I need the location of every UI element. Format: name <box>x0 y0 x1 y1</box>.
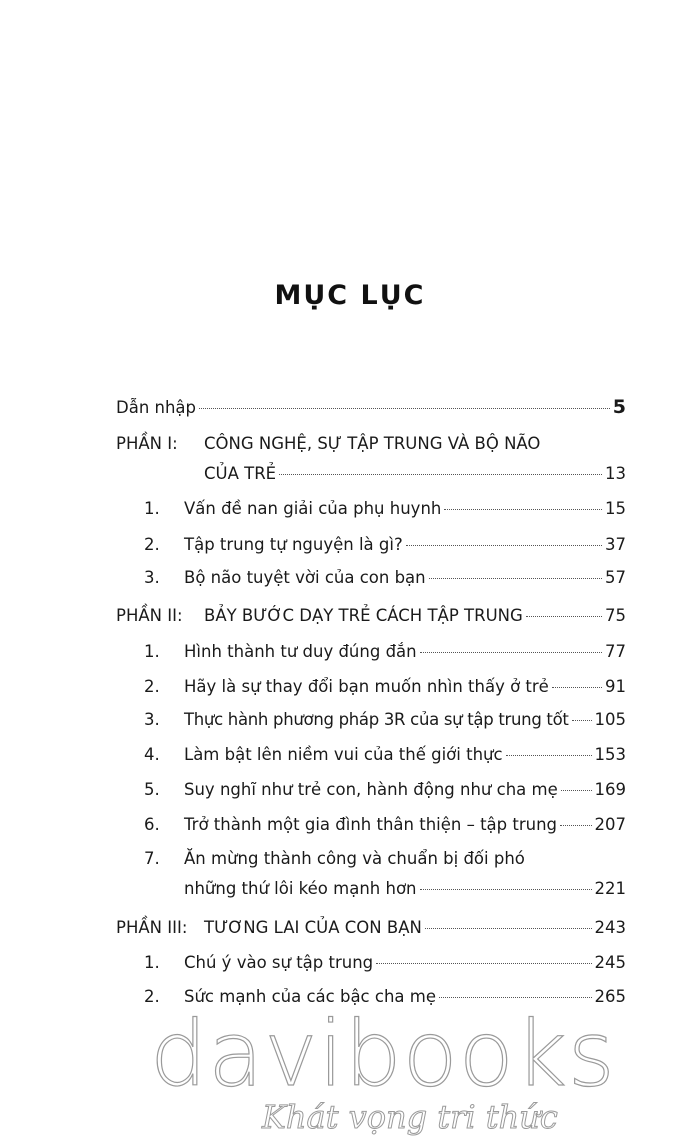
part-title: CÔNG NGHỆ, SỰ TẬP TRUNG VÀ BỘ NÃO <box>204 434 541 453</box>
dot-leader <box>561 790 592 791</box>
entry-page: 169 <box>594 780 626 799</box>
entry-number: 2. <box>144 535 160 554</box>
entry-page: 265 <box>594 987 626 1006</box>
entry-number: 6. <box>144 815 160 834</box>
dot-leader <box>429 578 602 579</box>
dot-leader <box>572 720 592 721</box>
toc-entry[interactable] <box>144 710 626 729</box>
entry-number: 4. <box>144 745 160 764</box>
entry-number: 1. <box>144 499 160 518</box>
dot-leader <box>506 755 592 756</box>
toc-entry[interactable] <box>144 849 626 868</box>
entry-label: Vấn đề nan giải của phụ huynh <box>184 499 442 518</box>
toc-entry[interactable] <box>144 677 626 696</box>
page-title: MỤC LỤC <box>274 280 426 311</box>
watermark-slogan: Khát vọng tri thức <box>262 1098 558 1136</box>
toc-entry[interactable] <box>144 535 626 554</box>
dot-leader <box>279 474 602 475</box>
toc-part-2-heading[interactable] <box>116 606 626 625</box>
entry-page: 153 <box>594 745 626 764</box>
toc-entry[interactable] <box>144 815 626 834</box>
part-title: BẢY BƯỚC DẠY TRẺ CÁCH TẬP TRUNG <box>204 606 523 625</box>
toc-entry[interactable] <box>144 953 626 972</box>
entry-number: 7. <box>144 849 160 868</box>
entry-page: 5 <box>612 396 626 418</box>
entry-number: 3. <box>144 710 160 729</box>
entry-page: 75 <box>605 606 626 625</box>
entry-page: 77 <box>605 642 626 661</box>
entry-page: 245 <box>594 953 626 972</box>
dot-leader <box>526 616 602 617</box>
entry-label: Bộ não tuyệt vời của con bạn <box>184 568 426 587</box>
dot-leader <box>439 997 592 998</box>
toc-entry[interactable] <box>144 499 626 518</box>
entry-label: Thực hành phương pháp 3R của sự tập trung tốt <box>184 710 569 729</box>
dot-leader <box>552 687 602 688</box>
entry-page: 221 <box>594 879 626 898</box>
dot-leader <box>444 509 602 510</box>
entry-page: 91 <box>605 677 626 696</box>
entry-label: Trở thành một gia đình thân thiện – tập trung <box>184 815 558 834</box>
toc-part-3-heading[interactable] <box>116 918 626 937</box>
entry-page: 207 <box>594 815 626 834</box>
entry-label: Hình thành tư duy đúng đắn <box>184 642 417 661</box>
dot-leader <box>420 889 592 890</box>
entry-number: 5. <box>144 780 160 799</box>
entry-number: 2. <box>144 987 160 1006</box>
toc-entry-cont[interactable] <box>184 879 626 898</box>
entry-label: Tập trung tự nguyện là gì? <box>184 535 403 554</box>
entry-label: Suy nghĩ như trẻ con, hành động như cha mẹ <box>184 780 558 799</box>
toc-entry[interactable] <box>144 642 626 661</box>
toc-entry[interactable] <box>144 780 626 799</box>
entry-page: 57 <box>605 568 626 587</box>
dot-leader <box>425 928 592 929</box>
entry-number: 3. <box>144 568 160 587</box>
part-prefix: PHẦN III: <box>116 918 188 937</box>
dot-leader <box>406 545 602 546</box>
entry-number: 2. <box>144 677 160 696</box>
toc-entry[interactable] <box>144 745 626 764</box>
dot-leader <box>376 963 591 964</box>
watermark-brand: davibooks <box>150 1002 616 1107</box>
entry-label: Chú ý vào sự tập trung <box>184 953 374 972</box>
entry-page: 13 <box>605 464 626 483</box>
dot-leader <box>420 652 602 653</box>
part-prefix: PHẦN II: <box>116 606 183 625</box>
dot-leader <box>560 825 591 826</box>
entry-page: 105 <box>594 710 626 729</box>
toc-part-1-heading[interactable] <box>116 434 626 453</box>
entry-page: 37 <box>605 535 626 554</box>
dot-leader <box>199 408 610 409</box>
entry-page: 15 <box>605 499 626 518</box>
toc-entry[interactable] <box>144 568 626 587</box>
entry-label-cont: những thứ lôi kéo mạnh hơn <box>184 879 417 898</box>
part-prefix: PHẦN I: <box>116 434 178 453</box>
entry-number: 1. <box>144 953 160 972</box>
part-title-cont: CỦA TRẺ <box>204 464 277 483</box>
entry-label: Sức mạnh của các bậc cha mẹ <box>184 987 436 1006</box>
entry-label: Hãy là sự thay đổi bạn muốn nhìn thấy ở trẻ <box>184 677 549 696</box>
entry-number: 1. <box>144 642 160 661</box>
entry-label: Ăn mừng thành công và chuẩn bị đối phó <box>184 849 525 868</box>
entry-page: 243 <box>594 918 626 937</box>
toc-part-1-heading-cont[interactable] <box>204 464 626 483</box>
entry-label: Dẫn nhập <box>116 398 197 417</box>
toc-entry-intro[interactable] <box>116 396 626 418</box>
entry-label: Làm bật lên niềm vui của thế giới thực <box>184 745 503 764</box>
part-title: TƯƠNG LAI CỦA CON BẠN <box>204 918 422 937</box>
